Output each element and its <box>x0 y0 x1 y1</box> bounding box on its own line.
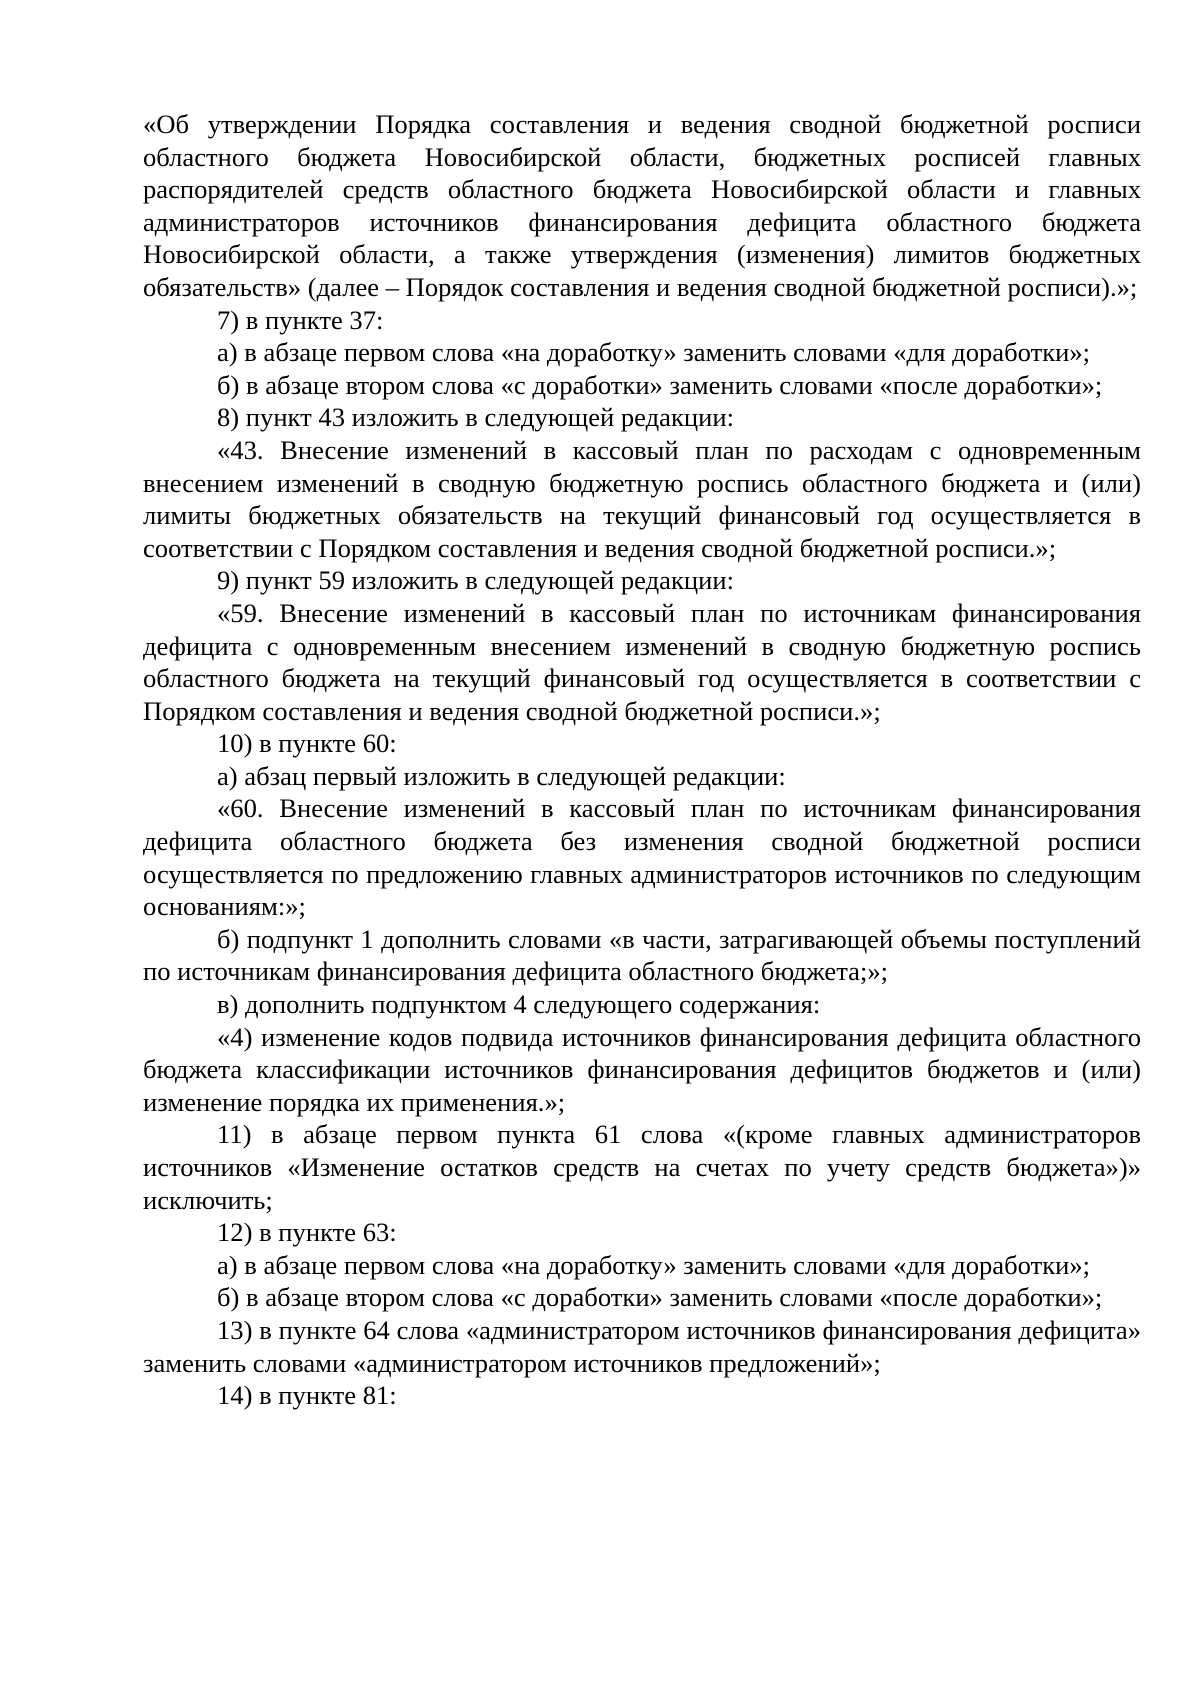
paragraph-item-12a: а) в абзаце первом слова «на доработку» заменить словами «для доработки»; <box>217 1249 1091 1280</box>
paragraph-item-10: 10) в пункте 60: <box>217 728 397 759</box>
paragraph-item-7: 7) в пункте 37: <box>217 304 384 335</box>
paragraph-item-7b: б) в абзаце втором слова «с доработки» заменить словами «после доработки»; <box>217 369 1103 400</box>
paragraph-item-14: 14) в пункте 81: <box>217 1380 397 1411</box>
paragraph-item-8: 8) пункт 43 изложить в следующей редакции: <box>217 402 734 433</box>
paragraph-subclause-4: «4) изменение кодов подвида источников финансирования дефицита областного бюджета классификации источников финансирования дефицитов бюджетов и (или) изменение порядка их применения.»; <box>143 1021 1141 1117</box>
paragraph-item-10b: б) подпункт 1 дополнить словами «в части, затрагивающей объемы поступлений по источникам финансирования дефицита областного бюджета;»; <box>143 923 1141 987</box>
paragraph-item-13: 13) в пункте 64 слова «администратором источников финансирования дефицита» заменить словами «администратором источников предложений»; <box>143 1314 1141 1378</box>
paragraph-item-7a: а) в абзаце первом слова «на доработку» заменить словами «для доработки»; <box>217 337 1091 368</box>
paragraph-item-10c: в) дополнить подпунктом 4 следующего содержания: <box>217 989 821 1020</box>
document-page <box>143 108 1141 1412</box>
paragraph-item-12: 12) в пункте 63: <box>217 1217 397 1248</box>
paragraph-order-title-continuation: «Об утверждении Порядка составления и ведения сводной бюджетной росписи областного бюджета Новосибирской области, бюджетных росписей главных распорядителей средств областного бюджета Новосибирской области и главных администраторов источников финансирования дефицита областного бюджета Новосибирской области, а также утверждения (изменения) лимитов бюджетных обязательств» (далее – Порядок составления и ведения сводной бюджетной росписи).»; <box>143 109 1141 302</box>
paragraph-item-10a: а) абзац первый изложить в следующей редакции: <box>217 760 786 791</box>
paragraph-clause-59: «59. Внесение изменений в кассовый план по источникам финансирования дефицита с одновременным внесением изменений в сводную бюджетную роспись областного бюджета на текущий финансовый год осуществляется в соответствии с Порядком составления и ведения сводной бюджетной росписи.»; <box>143 597 1141 726</box>
paragraph-clause-60: «60. Внесение изменений в кассовый план по источникам финансирования дефицита областного бюджета без изменения сводной бюджетной росписи осуществляется по предложению главных администраторов источников по следующим основаниям:»; <box>143 793 1141 922</box>
paragraph-item-9: 9) пункт 59 изложить в следующей редакции: <box>217 565 734 596</box>
paragraph-clause-43: «43. Внесение изменений в кассовый план по расходам с одновременным внесением изменений в сводную бюджетную роспись областного бюджета и (или) лимиты бюджетных обязательств на текущий финансовый год осуществляется в соответствии с Порядком составления и ведения сводной бюджетной росписи.»; <box>143 434 1141 563</box>
paragraph-item-12b: б) в абзаце втором слова «с доработки» заменить словами «после доработки»; <box>217 1282 1103 1313</box>
paragraph-item-11: 11) в абзаце первом пункта 61 слова «(кроме главных администраторов источников «Изменение остатков средств на счетах по учету средств бюджета»)» исключить; <box>143 1119 1141 1215</box>
